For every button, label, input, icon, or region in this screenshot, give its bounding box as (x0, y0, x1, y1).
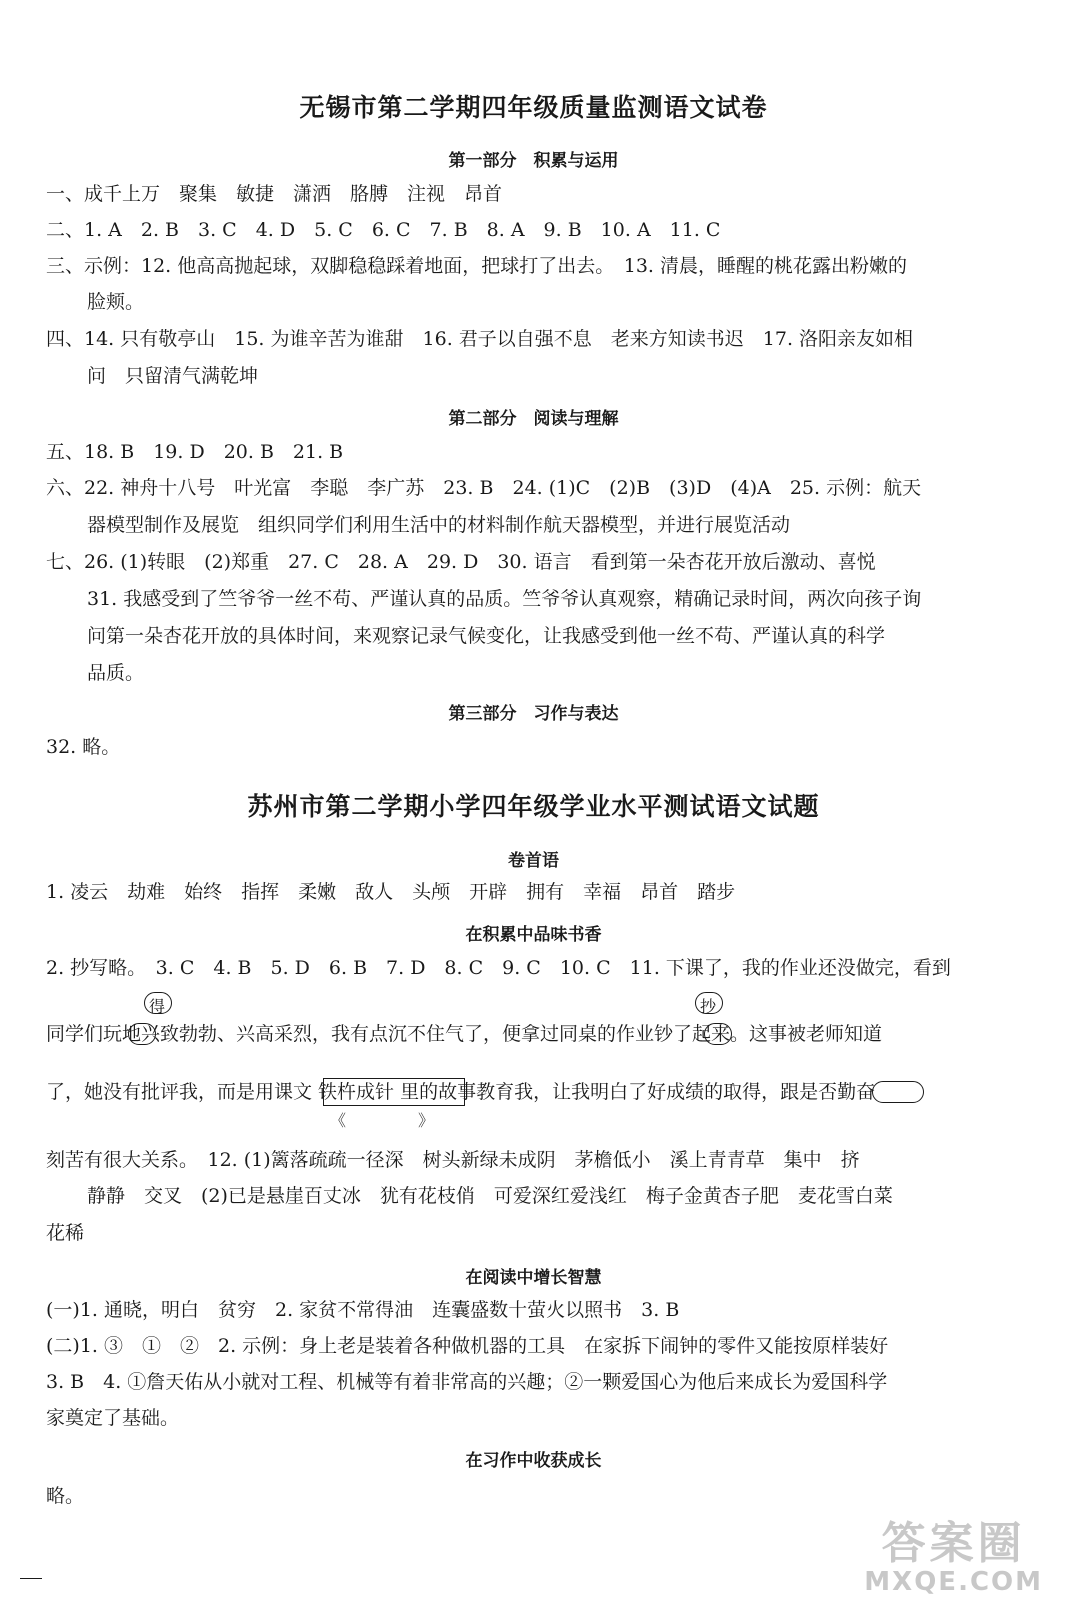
wuxi-part2-heading: 第二部分 阅读与理解 (448, 409, 619, 429)
answer-line: 器模型制作及展览 组织同学们利用生活中的材料制作航天器模型，并进行展览活动 (87, 514, 791, 536)
correction-mark: 得 (149, 997, 166, 1016)
answer-line: 静静 交叉 (2)已是悬崖百丈冰 犹有花枝俏 可爱深红爱浅红 梅子金黄杏子肥 麦花雪白菜 (87, 1185, 893, 1207)
answer-line: 略。 (46, 1485, 85, 1507)
answer-line: 一、成千上万 聚集 敏捷 潇洒 胳膊 注视 昂首 (46, 183, 503, 205)
answer-line: 脸颊。 (87, 291, 145, 313)
error-circle (872, 1081, 924, 1103)
answer-line: 问 只留清气满乾坤 (87, 365, 259, 387)
watermark-url: MXQE.COM (864, 1567, 1043, 1597)
footer-rule (20, 1578, 42, 1579)
answer-line: (二)1. ③ ① ② 2. 示例：身上老是装着各种做机器的工具 在家拆下闹钟的零件又能按原样装好 (46, 1335, 889, 1357)
answer-line: (一)1. 通晓，明白 贫穷 2. 家贫不常得油 连囊盛数十萤火以照书 3. B (46, 1299, 680, 1321)
answer-line: 32. 略。 (46, 736, 121, 758)
correction-mark: 抄 (700, 997, 717, 1016)
error-circle (128, 1023, 156, 1045)
suzhou-sec3-heading: 在阅读中增长智慧 (465, 1268, 602, 1288)
answer-line: 2. 抄写略。 3. C 4. B 5. D 6. B 7. D 8. C 9. C 10. C 11. 下课了，我的作业还没做完，看到 (46, 957, 951, 979)
answer-line: 问第一朵杏花开放的具体时间，来观察记录气候变化，让我感受到他一丝不苟、严谨认真的科学 (87, 625, 886, 647)
answer-line: 同学们玩地兴致勃勃、兴高采烈，我有点沉不住气了，便拿过同桌的作业钞了起来。这事被老师知道 (46, 1023, 883, 1045)
answer-line: 品质。 (87, 662, 145, 684)
answer-line: 家奠定了基础。 (46, 1407, 180, 1429)
answer-line: 刻苦有很大关系。 12. (1)篱落疏疏一径深 树头新绿未成阴 茅檐低小 溪上青青草 集中 挤 (46, 1149, 860, 1171)
answer-line: 了，她没有批评我，而是用课文 铁杵成针 里的故事教育我，让我明白了好成绩的取得，跟是否勤奋 (46, 1081, 876, 1103)
answer-line: 1. 凌云 劫难 始终 指挥 柔嫩 敌人 头颅 开辟 拥有 幸福 昂首 踏步 (46, 881, 736, 903)
answer-line: 三、示例：12. 他高高抛起球，双脚稳稳踩着地面，把球打了出去。 13. 清晨，睡醒的桃花露出粉嫩的 (46, 255, 908, 277)
answer-line: 六、22. 神舟十八号 叶光富 李聪 李广苏 23. B 24. (1)C (2)B (3)D (4)A 25. 示例：航天 (46, 477, 922, 499)
site-watermark (864, 1520, 1043, 1596)
wuxi-title: 无锡市第二学期四年级质量监测语文试卷 (299, 93, 768, 122)
insert-mark: 》 (418, 1111, 435, 1130)
error-circle (704, 1023, 732, 1045)
insert-mark: 《 (330, 1111, 347, 1130)
answer-line: 31. 我感受到了竺爷爷一丝不苟、严谨认真的品质。竺爷爷认真观察，精确记录时间，两次向孩子询 (87, 588, 922, 610)
correction-circle (695, 992, 723, 1014)
suzhou-sec2-heading: 在积累中品味书香 (465, 925, 602, 945)
suzhou-sec1-heading: 卷首语 (508, 851, 559, 871)
watermark-logo: 答案圈 (881, 1518, 1026, 1569)
answer-line: 花稀 (46, 1222, 85, 1244)
answer-line: 二、1. A 2. B 3. C 4. D 5. C 6. C 7. B 8. A 9. B 10. A 11. C (46, 219, 721, 241)
suzhou-title: 苏州市第二学期小学四年级学业水平测试语文试题 (247, 792, 820, 821)
answer-line: 七、26. (1)转眼 (2)郑重 27. C 28. A 29. D 30. 语言 看到第一朵杏花开放后激动、喜悦 (46, 551, 876, 573)
answer-line: 四、14. 只有敬亭山 15. 为谁辛苦为谁甜 16. 君子以自强不息 老来方知读书迟 17. 洛阳亲友如相 (46, 328, 914, 350)
answer-line: 五、18. B 19. D 20. B 21. B (46, 441, 344, 463)
suzhou-sec4-heading: 在习作中收获成长 (465, 1451, 602, 1471)
answer-line: 3. B 4. ①詹天佑从小就对工程、机械等有着非常高的兴趣；②一颗爱国心为他后来成长为爱国科学 (46, 1371, 888, 1393)
insert-box (323, 1078, 465, 1106)
wuxi-part3-heading: 第三部分 习作与表达 (448, 704, 619, 724)
correction-circle (144, 992, 172, 1014)
wuxi-part1-heading: 第一部分 积累与运用 (448, 151, 619, 171)
